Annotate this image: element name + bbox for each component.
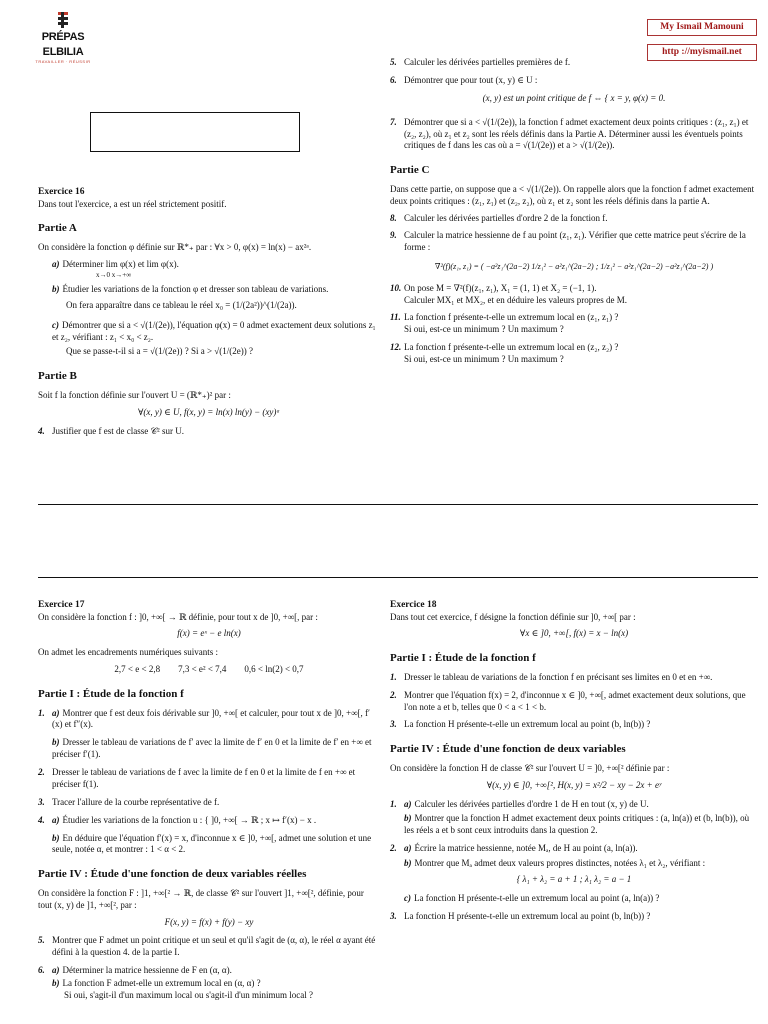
- ex18-p4-intro: On considère la fonction H de classe 𝒞² sur l'ouvert U = ]0, +∞[² définie par :: [390, 762, 670, 773]
- title-box: [90, 112, 300, 152]
- ex17-part4-heading: Partie IV : Étude d'une fonction de deux variables réelles: [38, 868, 307, 881]
- ex16-c-intro: Dans cette partie, on suppose que a < √(1/(2e)). On rappelle alors que la fonction f admet exactement deux points critiques : (z₁, z₁) et (z₂, z₂), où z₁ et z₂ sont les réels définis dans la partie A.: [390, 183, 755, 206]
- publisher-logo: [30, 12, 96, 64]
- ex16-part-a-heading: Partie A: [38, 222, 77, 235]
- ex16-qb: b) Étudier les variations de la fonction φ et dresser son tableau de variations.: [52, 283, 329, 294]
- ex18-column: [390, 599, 758, 929]
- ex18-q2: 2. Montrer que l'équation f(x) = 2, d'inconnue x ∈ ]0, +∞[, admet exactement deux solutions, que l'on note a et b, telles que 0 < a < 1 < b.: [390, 689, 746, 712]
- website-link[interactable]: http ://myismail.net: [647, 44, 757, 61]
- ex17-title: Exercice 17: [38, 600, 85, 610]
- ex18-q1b: b) Montrer que la fonction H admet exactement deux points critiques : (a, ln(a)) et (b, ln(b)), où les réels a et b sont ceux introduits dans la question 2.: [404, 813, 750, 836]
- ex16-part-b-heading: Partie B: [38, 370, 77, 383]
- ex17-q4: 4. a) Étudier les variations de la fonction u : { ]0, +∞[ → ℝ ; x ↦ f′(x) − x .: [38, 814, 317, 825]
- ex17-p4-formula: F(x, y) = f(x) + f(y) − xy: [164, 916, 254, 927]
- ex16-limits: x→0 x→+∞: [96, 270, 132, 279]
- ex18-q2b: b) Montrer que Mₐ admet deux valeurs propres distinctes, notées λ₁ et λ₂, vérifiant :: [404, 858, 706, 869]
- ex18-q2c: c) La fonction H présente-t-elle un extremum local au point (a, ln(a)) ?: [404, 892, 660, 903]
- ex17-q2: 2. Dresser le tableau de variations de f avec la limite de f en 0 et la limite de f en +∞ et préciser f(1).: [38, 767, 356, 789]
- ex18-q3: 3. La fonction H présente-t-elle un extremum local au point (b, ln(b)) ?: [390, 719, 651, 730]
- ex16-q10: 10. On pose M = ∇²(f)(z₁, z₁), X₁ = (1, 1) et X₂ = (−1, 1). Calculer MX₁ et MX₂, et en déduire les valeurs propres de M.: [390, 282, 627, 305]
- ex17-bounds: 2,7 < e < 2,8 7,3 < e² < 7,4 0,6 < ln(2) < 0,7: [114, 664, 304, 675]
- ex16-left-column: [38, 186, 380, 443]
- ex16-q12: 12. La fonction f présente-t-elle un extremum local en (z₂, z₂) ? Si oui, est-ce un minimum ? Un maximum ?: [390, 342, 619, 365]
- ex16-b-formula: ∀(x, y) ∈ U, f(x, y) = ln(x) ln(y) − (xy)ᵃ: [137, 406, 280, 417]
- ex16-q9: 9. Calculer la matrice hessienne de f au point (z₁, z₁). Vérifier que cette matrice peut s'écrire de la forme :: [390, 230, 746, 253]
- ex17-q3: 3. Tracer l'allure de la courbe représentative de f.: [38, 796, 220, 807]
- ex16-qb-hint: On fera apparaître dans ce tableau le réel x₀ = (1/(2a²))^(1/(2a)).: [66, 299, 297, 310]
- ex18-q2b-formula: { λ₁ + λ₂ = a + 1 ; λ₁ λ₂ = a − 1: [516, 873, 632, 884]
- ex16-q5: 5. Calculer les dérivées partielles premières de f.: [390, 57, 571, 67]
- ex18-q1a: 1. a) Calculer les dérivées partielles d'ordre 1 de H en tout (x, y) de U.: [390, 798, 649, 809]
- ex17-q5: 5. Montrer que F admet un point critique et un seul et qu'il s'agit de (α, α), le réel α ayant été défini à la question 4. de la partie I.: [38, 935, 376, 958]
- ex17-formula: f(x) = eˣ − e ln(x): [177, 628, 241, 639]
- page-divider-top: [38, 504, 758, 505]
- ex16-qc: c) Démontrer que si a < √(1/(2e)), l'équation φ(x) = 0 admet exactement deux solutions z₁ et z₂, vérifiant : z₁ < x₀ < z₂.: [52, 319, 376, 342]
- ex16-qa: a) Déterminer lim φ(x) et lim φ(x).: [52, 258, 179, 269]
- logo-name: PRÉPAS ELBILIA: [41, 31, 85, 58]
- ex16-b-intro: Soit f la fonction définie sur l'ouvert U = (ℝ*₊)² par :: [38, 389, 231, 400]
- ex16-part-c-heading: Partie C: [390, 164, 430, 177]
- logo-mark-icon: [56, 12, 70, 28]
- page-divider-bottom: [38, 577, 758, 578]
- ex16-hessian-formula: ∇²(f)(z₁, z₁) = ( −a²z₁^(2a−2) 1/z₁² − a²z₁^(2a−2) ; 1/z₁² − a²z₁^(2a−2) −a²z₁^(2a−2) ): [434, 262, 714, 272]
- ex16-q11: 11. La fonction f présente-t-elle un extremum local en (z₁, z₁) ? Si oui, est-ce un minimum ? Un maximum ?: [390, 312, 619, 335]
- ex17-column: [38, 599, 380, 1002]
- ex18-p4-formula: ∀(x, y) ∈ ]0, +∞[², H(x, y) = x²/2 − xy − 2x + eʸ: [486, 779, 662, 790]
- ex18-q1: 1. Dresser le tableau de variations de la fonction f en précisant ses limites en 0 et en +∞.: [390, 671, 713, 682]
- ex16-q6-formula: (x, y) est un point critique de f ⇔ { x = y, φ(x) = 0.: [482, 92, 666, 103]
- ex18-q3-final: 3. La fonction H présente-t-elle un extremum local au point (b, ln(b)) ?: [390, 910, 651, 921]
- ex16-intro: Dans tout l'exercice, a est un réel strictement positif.: [38, 198, 227, 209]
- ex18-title: Exercice 18: [390, 600, 437, 610]
- ex18-part1-heading: Partie I : Étude de la fonction f: [390, 652, 536, 665]
- ex16-q6: 6. Démontrer que pour tout (x, y) ∈ U :: [390, 74, 538, 85]
- author-tag: My Ismail Mamouni: [647, 19, 757, 36]
- ex17-q4b: b) En déduire que l'équation f′(x) = x, d'inconnue x ∈ ]0, +∞[, admet une solution et une seule, notée α, et montrer : 1 < α < 2.: [52, 832, 372, 855]
- ex18-part4-heading: Partie IV : Étude d'une fonction de deux variables: [390, 743, 626, 756]
- ex18-intro: Dans tout cet exercice, f désigne la fonction définie sur ]0, +∞[ par :: [390, 611, 636, 622]
- ex17-admit: On admet les encadrements numériques suivants :: [38, 647, 218, 658]
- ex16-q8: 8. Calculer les dérivées partielles d'ordre 2 de la fonction f.: [390, 212, 608, 223]
- ex16-right-column: [390, 57, 758, 372]
- logo-tagline: TRAVAILLER · RÉUSSIR: [35, 59, 91, 65]
- ex17-q6: 6. a) Déterminer la matrice hessienne de F en (α, α).: [38, 965, 232, 976]
- ex17-q6b: b) La fonction F admet-elle un extremum local en (α, α) ? Si oui, s'agit-il d'un maximum local ou s'agit-il d'un minimum local ?: [52, 978, 313, 1000]
- ex17-part1-heading: Partie I : Étude de la fonction f: [38, 688, 184, 701]
- ex16-title: Exercice 16: [38, 187, 85, 197]
- ex16-qc-follow: Que se passe-t-il si a = √(1/(2e)) ? Si a > √(1/(2e)) ?: [66, 346, 253, 357]
- ex17-intro: On considère la fonction f : ]0, +∞[ → ℝ définie, pour tout x de ]0, +∞[, par :: [38, 611, 318, 622]
- ex16-q7: 7. Démontrer que si a < √(1/(2e)), la fonction f admet exactement deux points critiques : (z₁, z₁) et (z₂, z₂), où z₁ et z₂ sont les réels définis dans la Partie A. Déterminer aussi les éventuels points critiques de f dans les cas où a = √(1/(2e)) et a > √(1/(2e)).: [390, 116, 749, 151]
- ex18-formula: ∀x ∈ ]0, +∞[, f(x) = x − ln(x): [519, 628, 629, 639]
- ex18-q2a: 2. a) Écrire la matrice hessienne, notée Mₐ, de H au point (a, ln(a)).: [390, 843, 638, 854]
- ex17-q1: 1. a) Montrer que f est deux fois dérivable sur ]0, +∞[ et calculer, pour tout x de ]0, +∞[, f′(x) et f″(x).: [38, 707, 370, 730]
- ex16-q4: 4. Justifier que f est de classe 𝒞² sur U.: [38, 425, 184, 436]
- ex17-p4-intro: On considère la fonction F : ]1, +∞[² → ℝ, de classe 𝒞² sur l'ouvert ]1, +∞[², définie, pour tout (x, y) de ]1, +∞[², par :: [38, 887, 364, 910]
- ex16-a-intro: On considère la fonction φ définie sur ℝ*₊ par : ∀x > 0, φ(x) = ln(x) − ax²ᵃ.: [38, 241, 312, 252]
- ex17-q1b: b) Dresser le tableau de variations de f′ avec la limite de f′ en 0 et la limite de f′ en +∞ et préciser f′(1).: [52, 737, 372, 760]
